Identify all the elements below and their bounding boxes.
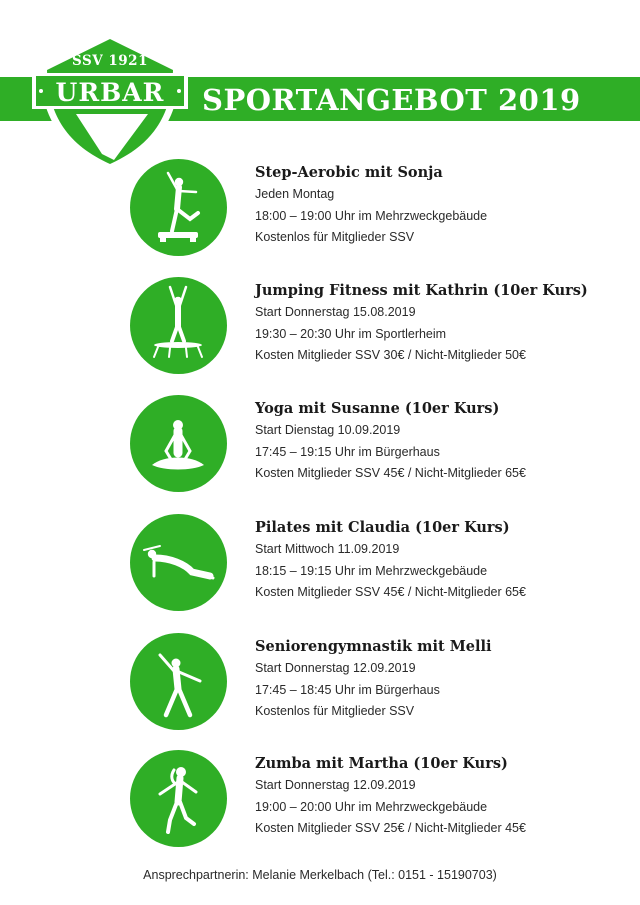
contact-person: Ansprechpartnerin: Melanie Merkelbach (Tel.: 0151 - 15190703) <box>143 868 497 882</box>
course-schedule: Start Mittwoch 11.09.2019 <box>255 542 400 556</box>
course-price: Kosten Mitglieder SSV 25€ / Nicht-Mitglieder 45€ <box>255 821 526 835</box>
yoga-icon <box>130 395 227 492</box>
trampoline-icon <box>130 277 227 374</box>
course-schedule: Start Donnerstag 15.08.2019 <box>255 305 416 319</box>
step-aerobic-icon <box>130 159 227 256</box>
course-item <box>0 514 640 624</box>
gymnastics-icon <box>130 633 227 730</box>
course-title: Zumba mit Martha (10er Kurs) <box>255 755 508 772</box>
course-schedule: Start Donnerstag 12.09.2019 <box>255 661 416 675</box>
course-title: Jumping Fitness mit Kathrin (10er Kurs) <box>255 282 588 299</box>
crest-club-year: SSV 1921 <box>72 53 148 69</box>
course-time-location: 19:30 – 20:30 Uhr im Sportlerheim <box>255 326 447 341</box>
course-price: Kostenlos für Mitglieder SSV <box>255 704 415 718</box>
pilates-icon <box>130 514 227 611</box>
course-schedule: Start Donnerstag 12.09.2019 <box>255 778 416 792</box>
course-schedule: Start Dienstag 10.09.2019 <box>255 423 401 437</box>
course-price: Kosten Mitglieder SSV 30€ / Nicht-Mitglieder 50€ <box>255 348 526 362</box>
course-title: Step-Aerobic mit Sonja <box>255 164 443 181</box>
zumba-icon <box>130 750 227 847</box>
course-schedule: Jeden Montag <box>255 187 335 201</box>
course-price: Kosten Mitglieder SSV 45€ / Nicht-Mitglieder 65€ <box>255 466 526 480</box>
course-title: Yoga mit Susanne (10er Kurs) <box>255 400 500 417</box>
course-item <box>0 633 640 743</box>
course-time-location: 18:15 – 19:15 Uhr im Mehrzweckgebäude <box>255 563 488 578</box>
course-time-location: 18:00 – 19:00 Uhr im Mehrzweckgebäude <box>255 208 488 223</box>
course-item <box>0 750 640 860</box>
course-price: Kosten Mitglieder SSV 45€ / Nicht-Mitglieder 65€ <box>255 585 526 599</box>
course-time-location: 17:45 – 18:45 Uhr im Bürgerhaus <box>255 682 440 697</box>
course-item <box>0 277 640 387</box>
course-item <box>0 159 640 269</box>
club-crest <box>30 28 190 176</box>
course-price: Kostenlos für Mitglieder SSV <box>255 230 415 244</box>
course-item <box>0 395 640 505</box>
course-title: Seniorengymnastik mit Melli <box>255 638 492 655</box>
crest-club-name: URBAR <box>55 78 165 107</box>
course-time-location: 19:00 – 20:00 Uhr im Mehrzweckgebäude <box>255 799 488 814</box>
course-title: Pilates mit Claudia (10er Kurs) <box>255 519 510 536</box>
course-time-location: 17:45 – 19:15 Uhr im Bürgerhaus <box>255 444 440 459</box>
page-title: SPORTANGEBOT 2019 <box>202 83 581 117</box>
